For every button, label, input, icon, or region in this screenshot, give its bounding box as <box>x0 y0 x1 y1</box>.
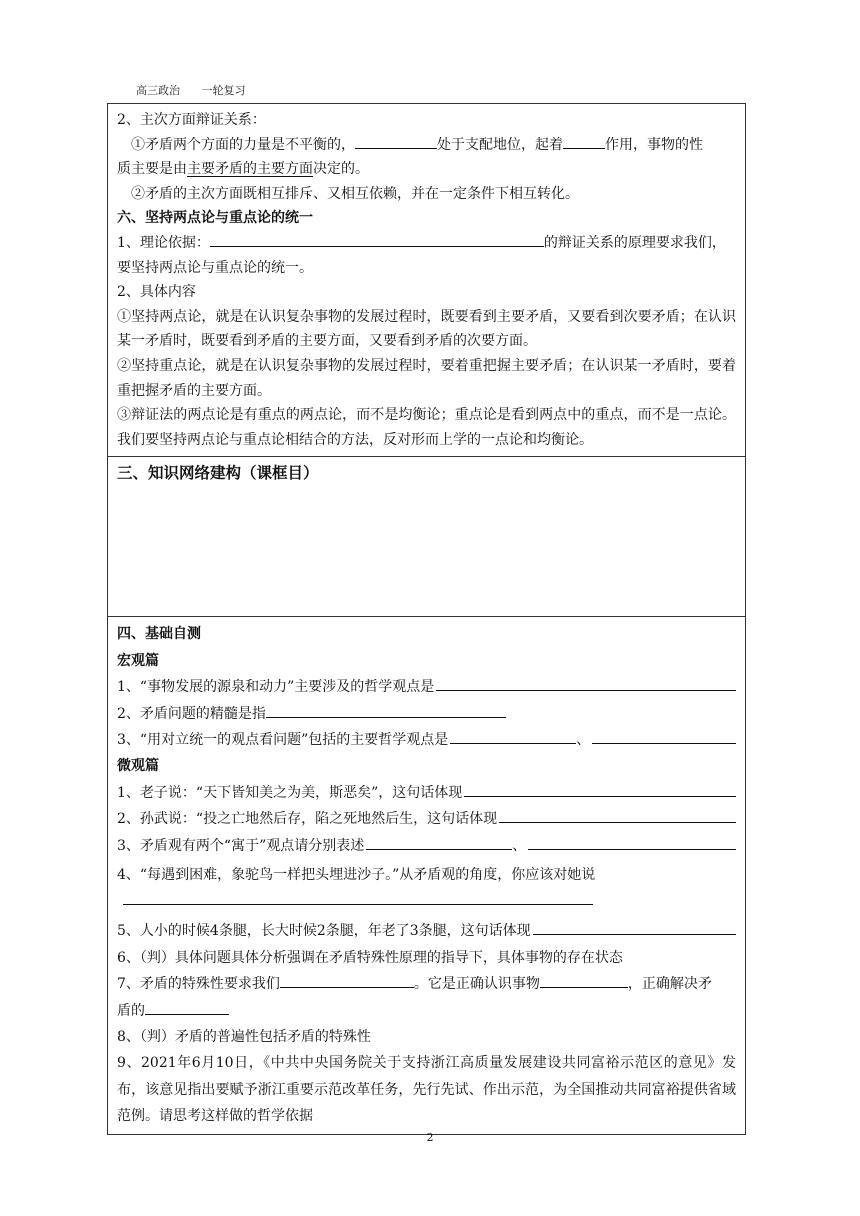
section-contradiction-row <box>108 104 746 457</box>
text: 决定的。 <box>313 161 369 178</box>
micro-q7 <box>117 971 736 997</box>
question-text: 1、老子说：“天下皆知美之为美，斯恶矣”，这句话体现 <box>117 784 463 801</box>
page-header <box>136 82 264 98</box>
text: 质主要是由 <box>117 161 187 178</box>
question-text: 。它是正确认识事物 <box>413 976 540 993</box>
macro-title: 宏观篇 <box>117 652 159 669</box>
section-six-title: 六、坚持两点论与重点论的统一 <box>117 210 313 227</box>
micro-q9: 9、2021年6月10日，《中共中央国务院关于支持浙江高质量发展建设共同富裕示范区的意见》发布，该意见指出要赋予浙江重要示范改革任务，先行先试、作出示范，为全国推动共同富裕提供省域范例。请思考这样做的哲学依据 <box>117 1055 736 1125</box>
answer-blank[interactable] <box>123 889 593 905</box>
separator: 、 <box>576 731 591 748</box>
self-test-row <box>108 617 746 1134</box>
subsection-title: 2、主次方面辩证关系： <box>117 112 266 128</box>
micro-q5 <box>117 918 736 944</box>
text: 作用，事物的性 <box>605 136 703 153</box>
header-course: 一轮复习 <box>201 84 246 97</box>
fill-blank[interactable] <box>210 231 544 247</box>
question-text: 5、人小的时候4条腿，长大时候2条腿，年老了3条腿，这句话体现 <box>117 923 531 940</box>
answer-blank[interactable] <box>266 702 506 718</box>
specific-content-title: 2、具体内容 <box>117 284 196 301</box>
micro-q7-cont <box>117 998 736 1024</box>
question-text: 3、矛盾观有两个“寓于”观点请分别表述 <box>117 837 365 854</box>
macro-q2 <box>117 701 736 727</box>
micro-q4: 4、“每遇到困难，象驼鸟一样把头埋进沙子。”从矛盾观的角度，你应该对她说 <box>117 866 596 883</box>
answer-blank[interactable] <box>280 972 414 988</box>
question-text: 盾的 <box>117 1002 145 1019</box>
text: 处于支配地位，起着 <box>437 136 563 153</box>
question-text: 3、“用对立统一的观点看问题”包括的主要哲学观点是 <box>117 731 449 748</box>
macro-q1 <box>117 674 736 700</box>
answer-blank[interactable] <box>366 834 512 850</box>
answer-blank[interactable] <box>464 781 736 797</box>
text: 1、理论依据： <box>117 234 210 251</box>
answer-blank[interactable] <box>145 999 229 1015</box>
question-text: 7、矛盾的特殊性要求我们 <box>117 976 280 993</box>
macro-q3 <box>117 727 736 753</box>
micro-q6: 6、（判）具体问题具体分析强调在矛盾特殊性原理的指导下，具体事物的存在状态 <box>117 949 623 966</box>
micro-q1 <box>117 780 736 806</box>
answer-blank[interactable] <box>450 728 576 744</box>
underlined-text: 主要矛盾的主要方面 <box>187 161 313 178</box>
theory-basis-cont: 要坚持两点论与重点论的统一。 <box>117 259 313 276</box>
micro-q2 <box>117 806 736 832</box>
knowledge-network-row <box>108 457 746 617</box>
question-text: 1、“事物发展的源泉和动力”主要涉及的哲学观点是 <box>117 679 435 696</box>
page-number: 2 <box>426 1131 434 1144</box>
text: 的辩证关系的原理要求我们， <box>543 234 726 251</box>
point-1-line-2 <box>117 157 736 182</box>
micro-q4-answer <box>117 888 736 918</box>
worksheet-table <box>107 103 746 1135</box>
point-2: ②矛盾的主次方面既相互排斥、又相互依赖，并在一定条件下相互转化。 <box>131 185 579 202</box>
answer-blank[interactable] <box>436 675 736 691</box>
answer-blank[interactable] <box>499 807 736 823</box>
header-subject: 高三政治 <box>136 84 180 97</box>
self-test-title: 四、基础自测 <box>117 626 201 643</box>
text: ①矛盾两个方面的力量是不平衡的， <box>131 136 355 153</box>
point-1-line-1 <box>117 133 736 158</box>
fill-blank[interactable] <box>563 133 605 149</box>
answer-blank[interactable] <box>540 972 628 988</box>
theory-basis-line <box>117 231 736 256</box>
answer-blank[interactable] <box>528 834 736 850</box>
fill-blank[interactable] <box>355 133 437 149</box>
knowledge-network-title: 三、知识网络建构（课框目） <box>117 463 319 483</box>
question-text: ，正确解决矛 <box>627 976 712 993</box>
content-point-1: ①坚持两点论，就是在认识复杂事物的发展过程时，既要看到主要矛盾，又要看到次要矛盾；在认识某一矛盾时，既要看到矛盾的主要方面，又要看到矛盾的次要方面。 <box>117 308 736 350</box>
answer-blank[interactable] <box>533 919 736 935</box>
micro-title: 微观篇 <box>117 758 159 775</box>
content-point-3: ③辩证法的两点论是有重点的两点论，而不是均衡论；重点论是看到两点中的重点，而不是一点论。我们要坚持两点论与重点论相结合的方法，反对形而上学的一点论和均衡论。 <box>117 407 736 448</box>
answer-blank[interactable] <box>592 728 736 744</box>
separator: 、 <box>512 837 527 854</box>
question-text: 2、孙武说：“投之亡地然后存，陷之死地然后生，这句话体现 <box>117 811 498 828</box>
content-point-2: ②坚持重点论，就是在认识复杂事物的发展过程时，要着重把握主要矛盾；在认识某一矛盾时，要着重把握矛盾的主要方面。 <box>117 357 736 399</box>
question-text: 2、矛盾问题的精髓是指 <box>117 705 266 722</box>
micro-q3 <box>117 833 736 859</box>
micro-q8: 8、（判）矛盾的普遍性包括矛盾的特殊性 <box>117 1029 371 1045</box>
